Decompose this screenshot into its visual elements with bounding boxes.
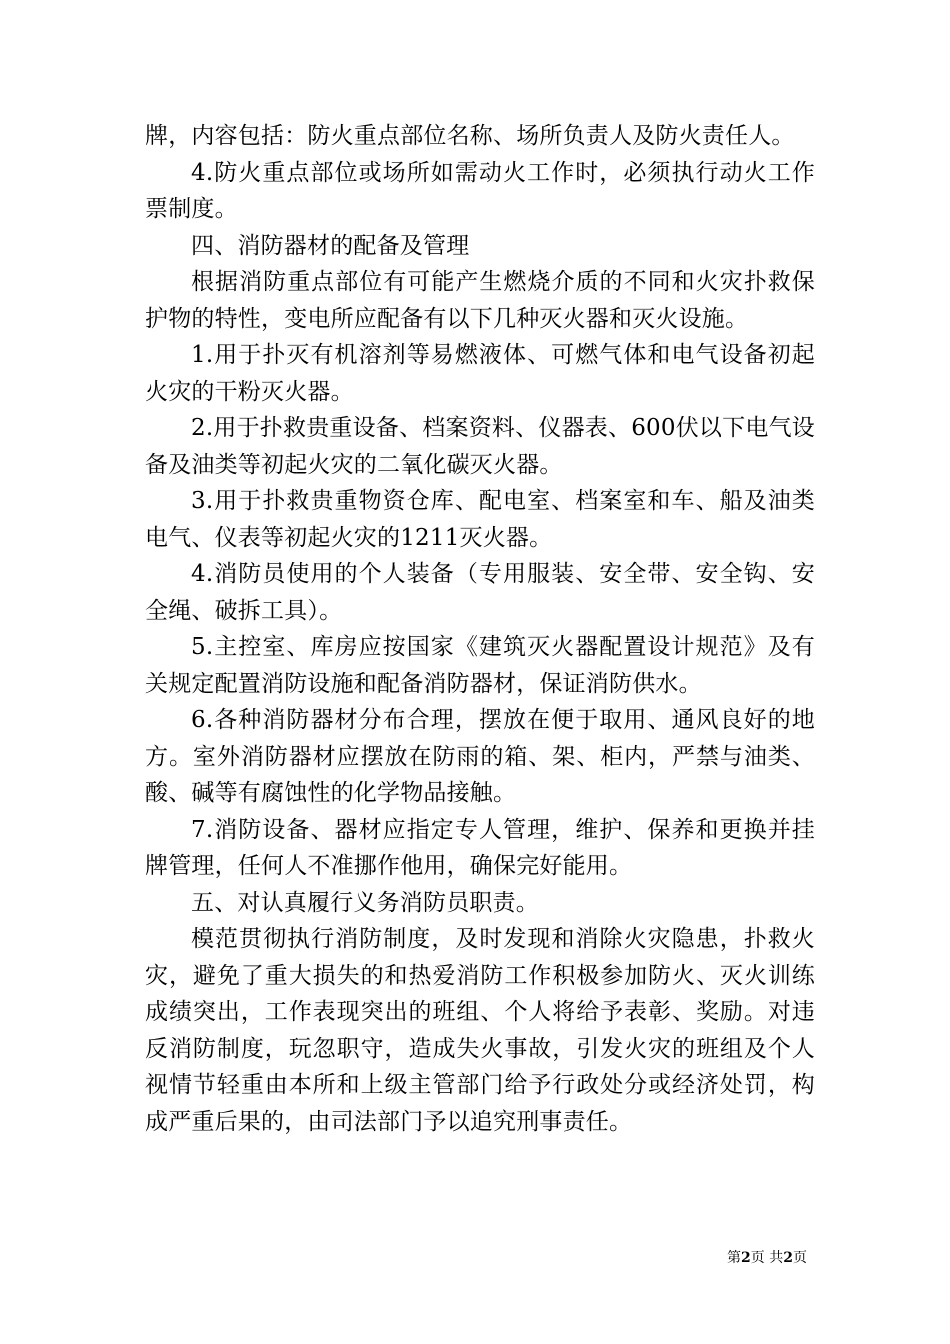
section-heading-5: 五、对认真履行义务消防员职责。 bbox=[191, 889, 539, 916]
footer-prefix: 第 bbox=[727, 1250, 742, 1266]
paragraph-equipment-intro: 根据消防重点部位有可能产生燃烧介质的不同和火灾扑救保护物的特性，变电所应配备有以下几种灭火器和灭火设施。 bbox=[145, 269, 815, 332]
footer-total-pages: 2 bbox=[783, 1250, 793, 1266]
paragraph-rewards-penalties: 模范贯彻执行消防制度，及时发现和消除火灾隐患，扑救火灾，避免了重大损失的和热爱消防工作积极参加防火、灭火训练成绩突出，工作表现突出的班组、个人将给予表彰、奖励。对违反消防制度，玩忽职守，造成失火事故，引发火灾的班组及个人视情节轻重由本所和上级主管部门给予行政处分或经济处罚，构成严重后果的，由司法部门予以追究刑事责任。 bbox=[145, 926, 815, 1135]
paragraph-item-5-control-room: 5.主控室、库房应按国家《建筑灭火器配置设计规范》及有关规定配置消防设施和配备消防器材，保证消防供水。 bbox=[145, 634, 815, 697]
paragraph-item-4-hot-work: 4.防火重点部位或场所如需动火工作时，必须执行动火工作票制度。 bbox=[145, 159, 815, 222]
paragraph-continuation: 牌，内容包括：防火重点部位名称、场所负责人及防火责任人。 bbox=[145, 123, 795, 149]
document-body bbox=[145, 118, 815, 1140]
footer-suffix: 页 bbox=[793, 1250, 807, 1266]
page-footer bbox=[727, 1247, 807, 1267]
paragraph-item-1-dry-powder: 1.用于扑灭有机溶剂等易燃液体、可燃气体和电气设备初起火灾的干粉灭火器。 bbox=[145, 342, 815, 405]
paragraph-item-7-management: 7.消防设备、器材应指定专人管理，维护、保养和更换并挂牌管理，任何人不准挪作他用，确保完好能用。 bbox=[145, 816, 815, 879]
paragraph-item-2-co2: 2.用于扑救贵重设备、档案资料、仪器表、600伏以下电气设备及油类等初起火灾的二氧化碳灭火器。 bbox=[145, 415, 815, 478]
paragraph-item-3-1211: 3.用于扑救贵重物资仓库、配电室、档案室和车、船及油类电气、仪表等初起火灾的1211灭火器。 bbox=[145, 488, 815, 551]
footer-current-page: 2 bbox=[741, 1250, 751, 1266]
paragraph-item-4-personal-gear: 4.消防员使用的个人装备（专用服装、安全带、安全钩、安全绳、破拆工具）。 bbox=[145, 561, 815, 624]
paragraph-item-6-placement: 6.各种消防器材分布合理，摆放在便于取用、通风良好的地方。室外消防器材应摆放在防雨的箱、架、柜内，严禁与油类、酸、碱等有腐蚀性的化学物品接触。 bbox=[145, 707, 815, 806]
footer-middle: 页 共 bbox=[750, 1250, 784, 1266]
section-heading-4: 四、消防器材的配备及管理 bbox=[191, 232, 470, 259]
